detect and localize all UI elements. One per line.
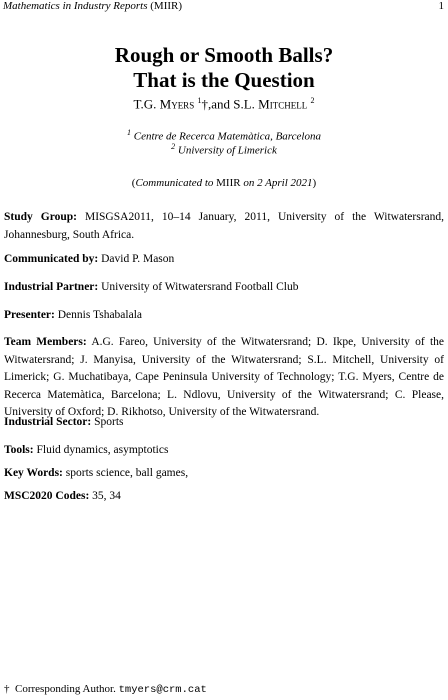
msc-codes-value: 35, 34 — [92, 490, 121, 502]
industrial-partner-value: University of Witwatersrand Football Club — [101, 281, 299, 293]
corresponding-dagger: † — [201, 96, 208, 112]
communicated-prefix: Communicated to — [135, 177, 214, 189]
paper-title — [0, 43, 448, 93]
affiliation-1-name: Centre de Recerca Matemàtica, Barcelona — [133, 130, 321, 143]
industrial-sector-field — [4, 414, 444, 432]
team-members-label: Team Members: — [4, 336, 87, 348]
author-2: S.L. Mitchell — [233, 96, 308, 112]
study-group-label: Study Group: — [4, 211, 77, 223]
affiliation-2-number: 2 — [171, 142, 176, 151]
journal-name: Mathematics in Industry Reports — [3, 0, 148, 12]
industrial-partner-field — [4, 279, 444, 297]
author-1: T.G. Myers — [133, 96, 195, 112]
industrial-sector-label: Industrial Sector: — [4, 416, 92, 428]
affiliation-1 — [0, 128, 448, 143]
communicated-date: 2 April 2021 — [257, 177, 313, 189]
communicated-middle: on — [243, 177, 255, 189]
key-words-label: Key Words: — [4, 467, 63, 479]
communicated-by-value: David P. Mason — [101, 253, 175, 265]
industrial-partner-label: Industrial Partner: — [4, 281, 99, 293]
journal-abbrev: (MIIR) — [150, 0, 183, 12]
footnote-text: Corresponding Author. — [15, 683, 116, 695]
affiliation-2-name: University of Limerick — [177, 144, 277, 157]
title-line-2: That is the Question — [133, 68, 315, 92]
communicated-by-field — [4, 251, 444, 269]
key-words-value: sports science, ball games, — [65, 467, 189, 479]
author-separator: ,and — [207, 96, 230, 112]
communicated-journal: MIIR — [216, 177, 241, 189]
msc-codes-field — [4, 488, 444, 506]
corresponding-footnote — [4, 683, 207, 696]
footnote-dagger: † — [4, 683, 10, 695]
tools-label: Tools: — [4, 444, 34, 456]
presenter-value: Dennis Tshabalala — [57, 309, 143, 321]
author-1-affiliation-mark: 1 — [197, 96, 202, 105]
key-words-field — [4, 465, 444, 483]
team-members-field — [4, 334, 444, 422]
tools-value: Fluid dynamics, asymptotics — [36, 444, 169, 456]
affiliation-1-number: 1 — [127, 128, 131, 137]
study-group-value: MISGSA2011, 10–14 January, 2011, University of the Witwatersrand, Johannesburg, South Africa. — [4, 211, 445, 241]
study-group-field — [4, 209, 444, 244]
author-list — [0, 96, 448, 112]
communication-note: (Communicated to MIIR on 2 April 2021) — [131, 177, 317, 189]
corresponding-email[interactable]: tmyers@crm.cat — [118, 684, 207, 696]
presenter-field — [4, 307, 444, 325]
tools-field — [4, 442, 444, 460]
title-line-1: Rough or Smooth Balls? — [114, 43, 334, 67]
communicated-by-label: Communicated by: — [4, 253, 99, 265]
presenter-label: Presenter: — [4, 309, 55, 321]
industrial-sector-value: Sports — [94, 416, 124, 428]
msc-codes-label: MSC2020 Codes: — [4, 490, 90, 502]
running-header — [3, 0, 182, 12]
page-number: 1 — [438, 0, 444, 12]
team-members-value: A.G. Fareo, University of the Witwatersrand; D. Ikpe, University of the Witwatersrand; J. Manyisa, University of the Witwatersrand; S.L. Mitchell, University of Limerick; G. Muchatibaya, Cape Peninsula University of Technology; T.G. Myers, Centre de Recerca Matemàtica, Barcelona; L. Ndlovu, University of the Witwatersrand; C. Please, University of Oxford; D. Rikhotso, University of the Witwatersrand. — [4, 336, 444, 418]
author-2-affiliation-mark: 2 — [310, 96, 315, 105]
affiliation-2 — [0, 142, 448, 157]
